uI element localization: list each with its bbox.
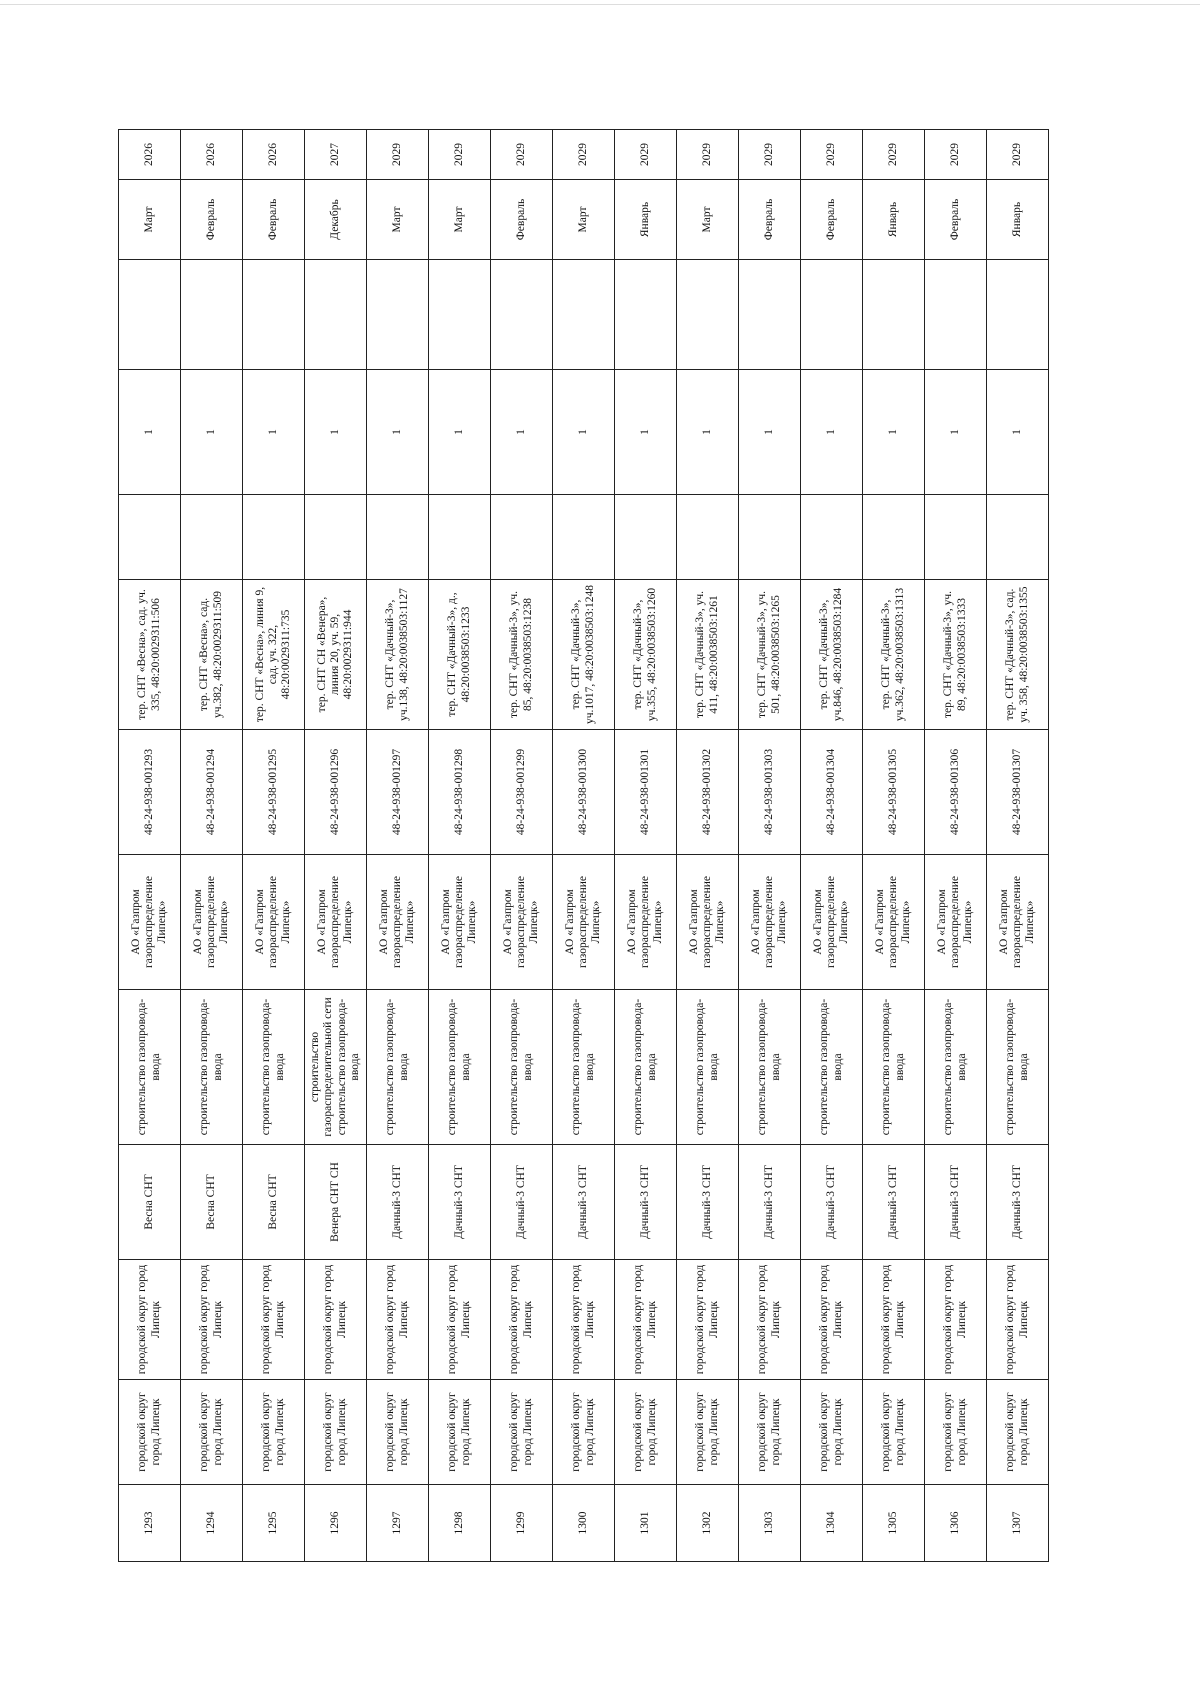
- year-cell: 2026: [119, 130, 181, 180]
- empty-cell-cell: [119, 260, 181, 370]
- month-cell: Февраль: [801, 180, 863, 260]
- year-cell: 2029: [429, 130, 491, 180]
- empty-cell-cell: [553, 495, 615, 580]
- address-cell: тер. СНТ «Дачный-3», уч. 89, 48:20:0038503:1333: [925, 580, 987, 730]
- empty-cell-cell: [925, 260, 987, 370]
- month-cell: Декабрь: [305, 180, 367, 260]
- empty-cell-cell: [863, 260, 925, 370]
- month-cell: Март: [553, 180, 615, 260]
- address-cell: тер. СНТ «Весна», линия 9, сад. уч. 322, 48:20:0029311:735: [243, 580, 305, 730]
- settlement-cell: городской округ город Липецк: [491, 1260, 553, 1380]
- address-cell: тер. СНТ «Дачный-3», уч.355, 48:20:0038503:1260: [615, 580, 677, 730]
- rotated-table-page: [118, 130, 1037, 1562]
- quantity-cell: 1: [553, 370, 615, 495]
- municipality-cell: городской округ город Липецк: [677, 1380, 739, 1485]
- empty-cell-cell: [739, 495, 801, 580]
- organization-cell: АО «Газпром газораспределение Липецк»: [305, 855, 367, 990]
- table-row: [305, 130, 367, 1562]
- address-cell: тер. СНТ «Дачный-3», д., 48:20:0038503:1233: [429, 580, 491, 730]
- municipality-cell: городской округ город Липецк: [429, 1380, 491, 1485]
- quantity-cell: 1: [863, 370, 925, 495]
- application-id-cell: 48-24-938-001298: [429, 730, 491, 855]
- work-type-cell: строительство газопровода-ввода: [615, 990, 677, 1145]
- address-cell: тер. СНТ «Дачный-3», уч.362, 48:20:0038503:1313: [863, 580, 925, 730]
- month-cell: Январь: [987, 180, 1049, 260]
- snt-name-cell: Дачный-3 СНТ: [677, 1145, 739, 1260]
- work-type-cell: строительство газопровода-ввода: [119, 990, 181, 1145]
- snt-name-cell: Дачный-3 СНТ: [863, 1145, 925, 1260]
- settlement-cell: городской округ город Липецк: [305, 1260, 367, 1380]
- address-cell: тер. СНТ «Дачный-3», уч. 411, 48:20:0038503:1261: [677, 580, 739, 730]
- empty-cell-cell: [925, 495, 987, 580]
- organization-cell: АО «Газпром газораспределение Липецк»: [987, 855, 1049, 990]
- settlement-cell: городской округ город Липецк: [429, 1260, 491, 1380]
- work-type-cell: строительство газопровода-ввода: [863, 990, 925, 1145]
- settlement-cell: городской округ город Липецк: [739, 1260, 801, 1380]
- organization-cell: АО «Газпром газораспределение Липецк»: [181, 855, 243, 990]
- quantity-cell: 1: [987, 370, 1049, 495]
- row-number-cell: 1305: [863, 1485, 925, 1562]
- table-row: [181, 130, 243, 1562]
- snt-name-cell: Дачный-3 СНТ: [429, 1145, 491, 1260]
- work-type-cell: строительство газопровода-ввода: [429, 990, 491, 1145]
- row-number-cell: 1307: [987, 1485, 1049, 1562]
- month-cell: Февраль: [925, 180, 987, 260]
- year-cell: 2029: [863, 130, 925, 180]
- work-type-cell: строительство газопровода-ввода: [801, 990, 863, 1145]
- municipality-cell: городской округ город Липецк: [119, 1380, 181, 1485]
- table-row: [367, 130, 429, 1562]
- quantity-cell: 1: [925, 370, 987, 495]
- empty-cell-cell: [429, 495, 491, 580]
- month-cell: Февраль: [243, 180, 305, 260]
- snt-name-cell: Весна СНТ: [181, 1145, 243, 1260]
- empty-cell-cell: [987, 495, 1049, 580]
- year-cell: 2026: [181, 130, 243, 180]
- year-cell: 2029: [987, 130, 1049, 180]
- snt-name-cell: Венера СНТ СН: [305, 1145, 367, 1260]
- empty-cell-cell: [243, 495, 305, 580]
- application-id-cell: 48-24-938-001300: [553, 730, 615, 855]
- snt-name-cell: Весна СНТ: [119, 1145, 181, 1260]
- year-cell: 2029: [491, 130, 553, 180]
- month-cell: Февраль: [181, 180, 243, 260]
- year-cell: 2029: [677, 130, 739, 180]
- year-cell: 2029: [801, 130, 863, 180]
- empty-cell-cell: [491, 495, 553, 580]
- empty-cell-cell: [305, 260, 367, 370]
- table-row: [615, 130, 677, 1562]
- row-number-cell: 1301: [615, 1485, 677, 1562]
- gasification-schedule-table: [118, 129, 1049, 1562]
- address-cell: тер. СНТ «Дачный-3», уч.846, 48:20:0038503:1284: [801, 580, 863, 730]
- table-row: [925, 130, 987, 1562]
- settlement-cell: городской округ город Липецк: [181, 1260, 243, 1380]
- work-type-cell: строительство газопровода-ввода: [367, 990, 429, 1145]
- empty-cell-cell: [801, 495, 863, 580]
- month-cell: Март: [119, 180, 181, 260]
- table-row: [429, 130, 491, 1562]
- month-cell: Январь: [615, 180, 677, 260]
- row-number-cell: 1294: [181, 1485, 243, 1562]
- empty-cell-cell: [367, 495, 429, 580]
- quantity-cell: 1: [739, 370, 801, 495]
- snt-name-cell: Дачный-3 СНТ: [987, 1145, 1049, 1260]
- table-row: [801, 130, 863, 1562]
- municipality-cell: городской округ город Липецк: [987, 1380, 1049, 1485]
- work-type-cell: строительство газопровода-ввода: [739, 990, 801, 1145]
- work-type-cell: строительство газораспределительной сети строительство газопровода-ввода: [305, 990, 367, 1145]
- organization-cell: АО «Газпром газораспределение Липецк»: [615, 855, 677, 990]
- snt-name-cell: Весна СНТ: [243, 1145, 305, 1260]
- month-cell: Январь: [863, 180, 925, 260]
- work-type-cell: строительство газопровода-ввода: [925, 990, 987, 1145]
- row-number-cell: 1297: [367, 1485, 429, 1562]
- application-id-cell: 48-24-938-001306: [925, 730, 987, 855]
- municipality-cell: городской округ город Липецк: [615, 1380, 677, 1485]
- scan-edge-line: [0, 4, 1200, 5]
- snt-name-cell: Дачный-3 СНТ: [739, 1145, 801, 1260]
- year-cell: 2029: [367, 130, 429, 180]
- empty-cell-cell: [863, 495, 925, 580]
- address-cell: тер. СНТ «Дачный-3», уч. 501, 48:20:0038503:1265: [739, 580, 801, 730]
- municipality-cell: городской округ город Липецк: [181, 1380, 243, 1485]
- year-cell: 2029: [553, 130, 615, 180]
- empty-cell-cell: [801, 260, 863, 370]
- application-id-cell: 48-24-938-001296: [305, 730, 367, 855]
- year-cell: 2026: [243, 130, 305, 180]
- snt-name-cell: Дачный-3 СНТ: [553, 1145, 615, 1260]
- row-number-cell: 1298: [429, 1485, 491, 1562]
- settlement-cell: городской округ город Липецк: [801, 1260, 863, 1380]
- work-type-cell: строительство газопровода-ввода: [181, 990, 243, 1145]
- application-id-cell: 48-24-938-001302: [677, 730, 739, 855]
- table-row: [739, 130, 801, 1562]
- snt-name-cell: Дачный-3 СНТ: [925, 1145, 987, 1260]
- work-type-cell: строительство газопровода-ввода: [987, 990, 1049, 1145]
- municipality-cell: городской округ город Липецк: [863, 1380, 925, 1485]
- address-cell: тер. СНТ «Весна», сад. уч. 335, 48:20:0029311:506: [119, 580, 181, 730]
- quantity-cell: 1: [119, 370, 181, 495]
- municipality-cell: городской округ город Липецк: [367, 1380, 429, 1485]
- year-cell: 2027: [305, 130, 367, 180]
- year-cell: 2029: [615, 130, 677, 180]
- organization-cell: АО «Газпром газораспределение Липецк»: [491, 855, 553, 990]
- settlement-cell: городской округ город Липецк: [987, 1260, 1049, 1380]
- empty-cell-cell: [615, 260, 677, 370]
- row-number-cell: 1299: [491, 1485, 553, 1562]
- empty-cell-cell: [739, 260, 801, 370]
- empty-cell-cell: [553, 260, 615, 370]
- municipality-cell: городской округ город Липецк: [491, 1380, 553, 1485]
- municipality-cell: городской округ город Липецк: [305, 1380, 367, 1485]
- organization-cell: АО «Газпром газораспределение Липецк»: [925, 855, 987, 990]
- organization-cell: АО «Газпром газораспределение Липецк»: [801, 855, 863, 990]
- quantity-cell: 1: [243, 370, 305, 495]
- application-id-cell: 48-24-938-001304: [801, 730, 863, 855]
- settlement-cell: городской округ город Липецк: [119, 1260, 181, 1380]
- quantity-cell: 1: [181, 370, 243, 495]
- application-id-cell: 48-24-938-001301: [615, 730, 677, 855]
- settlement-cell: городской округ город Липецк: [925, 1260, 987, 1380]
- organization-cell: АО «Газпром газораспределение Липецк»: [367, 855, 429, 990]
- quantity-cell: 1: [801, 370, 863, 495]
- month-cell: Февраль: [739, 180, 801, 260]
- table-row: [491, 130, 553, 1562]
- row-number-cell: 1293: [119, 1485, 181, 1562]
- snt-name-cell: Дачный-3 СНТ: [491, 1145, 553, 1260]
- quantity-cell: 1: [305, 370, 367, 495]
- month-cell: Март: [677, 180, 739, 260]
- address-cell: тер. СНТ «Весна», сад. уч.382, 48:20:0029311:509: [181, 580, 243, 730]
- application-id-cell: 48-24-938-001293: [119, 730, 181, 855]
- address-cell: тер. СНТ СН «Венера», линия 20, уч. 59, 48:20:0029311:944: [305, 580, 367, 730]
- organization-cell: АО «Газпром газораспределение Липецк»: [553, 855, 615, 990]
- application-id-cell: 48-24-938-001299: [491, 730, 553, 855]
- work-type-cell: строительство газопровода-ввода: [553, 990, 615, 1145]
- empty-cell-cell: [305, 495, 367, 580]
- settlement-cell: городской округ город Липецк: [553, 1260, 615, 1380]
- organization-cell: АО «Газпром газораспределение Липецк»: [243, 855, 305, 990]
- address-cell: тер. СНТ «Дачный-3», уч.138, 48:20:0038503:1127: [367, 580, 429, 730]
- empty-cell-cell: [429, 260, 491, 370]
- empty-cell-cell: [677, 260, 739, 370]
- empty-cell-cell: [987, 260, 1049, 370]
- table-row: [243, 130, 305, 1562]
- month-cell: Февраль: [491, 180, 553, 260]
- empty-cell-cell: [367, 260, 429, 370]
- municipality-cell: городской округ город Липецк: [801, 1380, 863, 1485]
- application-id-cell: 48-24-938-001305: [863, 730, 925, 855]
- year-cell: 2029: [739, 130, 801, 180]
- organization-cell: АО «Газпром газораспределение Липецк»: [677, 855, 739, 990]
- row-number-cell: 1304: [801, 1485, 863, 1562]
- application-id-cell: 48-24-938-001295: [243, 730, 305, 855]
- row-number-cell: 1295: [243, 1485, 305, 1562]
- quantity-cell: 1: [615, 370, 677, 495]
- organization-cell: АО «Газпром газораспределение Липецк»: [739, 855, 801, 990]
- application-id-cell: 48-24-938-001294: [181, 730, 243, 855]
- quantity-cell: 1: [491, 370, 553, 495]
- organization-cell: АО «Газпром газораспределение Липецк»: [429, 855, 491, 990]
- table-row: [863, 130, 925, 1562]
- snt-name-cell: Дачный-3 СНТ: [367, 1145, 429, 1260]
- application-id-cell: 48-24-938-001297: [367, 730, 429, 855]
- municipality-cell: городской округ город Липецк: [243, 1380, 305, 1485]
- empty-cell-cell: [677, 495, 739, 580]
- snt-name-cell: Дачный-3 СНТ: [615, 1145, 677, 1260]
- table-row: [553, 130, 615, 1562]
- organization-cell: АО «Газпром газораспределение Липецк»: [863, 855, 925, 990]
- table-row: [119, 130, 181, 1562]
- municipality-cell: городской округ город Липецк: [925, 1380, 987, 1485]
- row-number-cell: 1302: [677, 1485, 739, 1562]
- application-id-cell: 48-24-938-001307: [987, 730, 1049, 855]
- quantity-cell: 1: [677, 370, 739, 495]
- municipality-cell: городской округ город Липецк: [553, 1380, 615, 1485]
- work-type-cell: строительство газопровода-ввода: [243, 990, 305, 1145]
- snt-name-cell: Дачный-3 СНТ: [801, 1145, 863, 1260]
- empty-cell-cell: [181, 260, 243, 370]
- empty-cell-cell: [243, 260, 305, 370]
- month-cell: Март: [367, 180, 429, 260]
- row-number-cell: 1296: [305, 1485, 367, 1562]
- quantity-cell: 1: [429, 370, 491, 495]
- settlement-cell: городской округ город Липецк: [367, 1260, 429, 1380]
- application-id-cell: 48-24-938-001303: [739, 730, 801, 855]
- address-cell: тер. СНТ «Дачный-3», уч. 85, 48:20:0038503:1238: [491, 580, 553, 730]
- settlement-cell: городской округ город Липецк: [863, 1260, 925, 1380]
- table-row: [677, 130, 739, 1562]
- settlement-cell: городской округ город Липецк: [243, 1260, 305, 1380]
- settlement-cell: городской округ город Липецк: [615, 1260, 677, 1380]
- municipality-cell: городской округ город Липецк: [739, 1380, 801, 1485]
- organization-cell: АО «Газпром газораспределение Липецк»: [119, 855, 181, 990]
- empty-cell-cell: [491, 260, 553, 370]
- address-cell: тер. СНТ «Дачный-3», уч.1017, 48:20:0038503:1248: [553, 580, 615, 730]
- work-type-cell: строительство газопровода-ввода: [491, 990, 553, 1145]
- month-cell: Март: [429, 180, 491, 260]
- row-number-cell: 1306: [925, 1485, 987, 1562]
- empty-cell-cell: [615, 495, 677, 580]
- settlement-cell: городской округ город Липецк: [677, 1260, 739, 1380]
- row-number-cell: 1303: [739, 1485, 801, 1562]
- empty-cell-cell: [181, 495, 243, 580]
- year-cell: 2029: [925, 130, 987, 180]
- row-number-cell: 1300: [553, 1485, 615, 1562]
- quantity-cell: 1: [367, 370, 429, 495]
- work-type-cell: строительство газопровода-ввода: [677, 990, 739, 1145]
- table-row: [987, 130, 1049, 1562]
- empty-cell-cell: [119, 495, 181, 580]
- address-cell: тер. СНТ «Дачный-3», сад. уч. 358, 48:20:0038503:1355: [987, 580, 1049, 730]
